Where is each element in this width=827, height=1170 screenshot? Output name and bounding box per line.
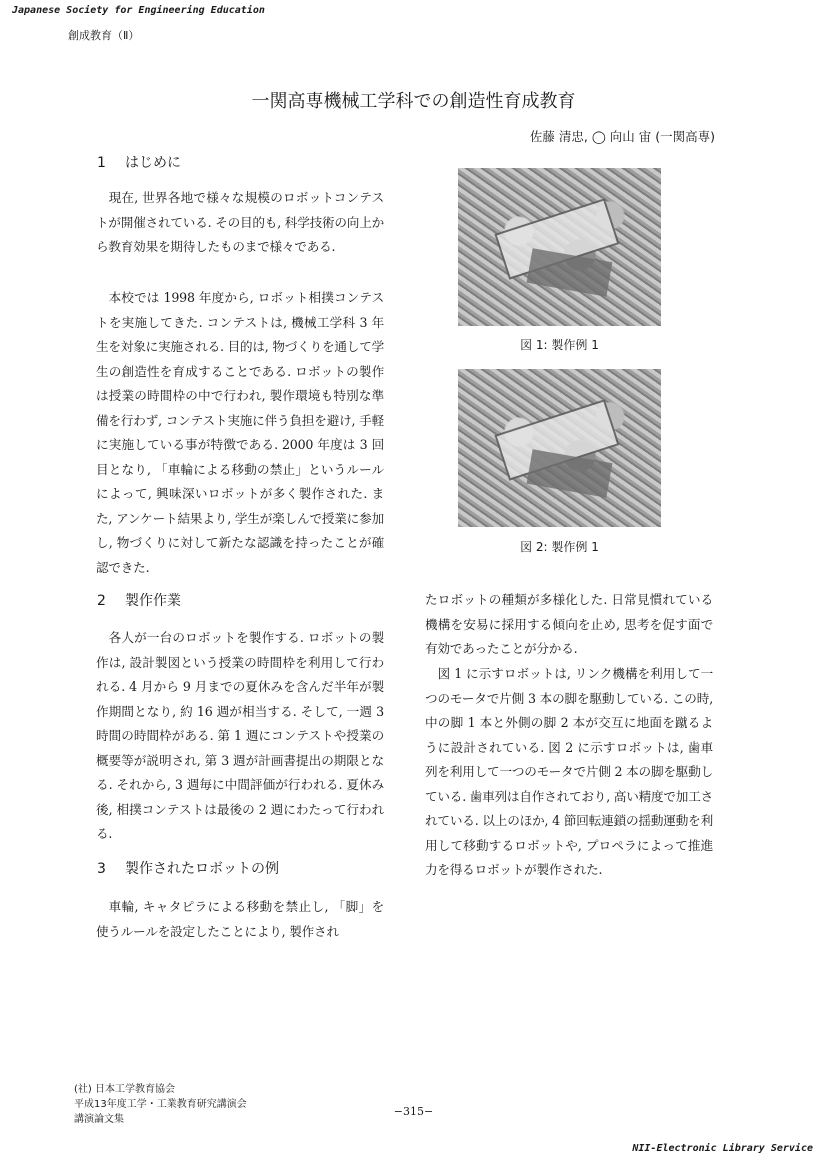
page-number: −315− <box>393 1105 434 1118</box>
section-number: 1 <box>97 155 106 171</box>
running-head: 創成教育（Ⅱ） <box>68 29 140 42</box>
section-2-heading <box>97 590 181 610</box>
figure-2-photo <box>458 369 661 527</box>
figure-1-photo <box>458 168 661 326</box>
robot-gear-shape <box>527 449 613 497</box>
footer-publisher: (社) 日本工学教育協会 <box>74 1084 175 1095</box>
section-3-paragraph-1: 車輪, キャタピラによる移動を禁止し, 「脚」を使うルールを設定したことにより, 製作され <box>96 899 384 939</box>
section-3-paragraph-2: 図 1 に示すロボットは, リンク機構を利用して一つのモータで片側 3 本の脚を駆動している. この時, 中の脚 1 本と外側の脚 2 本が交互に地面を蹴るように設計されている. 図 2 に示すロボットは, 歯車列を利用して一つのモータで片側 2 本の脚を駆動している. 歯車列は自作されており, 高い精度で加工されている. 以上のほか, 4 節回転連鎖の揺動運動を利用して移動するロボットや, プロペラによって推進力を得るロボットが製作された. <box>425 666 713 877</box>
paper-title: 一関高専機械工学科での創造性育成教育 <box>251 91 576 112</box>
section-title: はじめに <box>125 155 181 171</box>
section-number: 3 <box>97 861 106 877</box>
society-header: Japanese Society for Engineering Education <box>12 5 265 16</box>
section-title: 製作されたロボットの例 <box>125 861 279 877</box>
section-1-paragraph-2: 本校では 1998 年度から, ロボット相撲コンテストを実施してきた. コンテストは, 機械工学科 3 年生を対象に実施される. 目的は, 物づくりを通して学生の創造性を育成することである. ロボットの製作は授業の時間枠の中で行われ, 製作環境も特別な準備を行わず, コンテスト実施に伴う負担を避け, 手軽に実施している事が特徴である. 2000 年度は 3 回目となり, 「車輪による移動の禁止」というルールによって, 興味深いロボットが多く製作された. また, アンケート結果より, 学生が楽しんで授業に参加し, 物づくりに対して新たな認識を持ったことが確認できた. <box>96 290 384 575</box>
authors: 佐藤 清忠, ◯ 向山 宙 (一関高専) <box>529 129 715 144</box>
figure-2-caption: 図 2: 製作例 1 <box>520 540 599 554</box>
section-number: 2 <box>97 593 106 609</box>
footer-proceedings: 講演論文集 <box>74 1114 124 1125</box>
section-2-paragraph-1: 各人が一台のロボットを製作する. ロボットの製作は, 設計製図という授業の時間枠を利用して行われる. 4 月から 9 月までの夏休みを含んだ半年が製作期間となり, 約 16 週が相当する. そして, 一週 3 時間の時間枠がある. 第 1 週にコンテストや授業の概要等が説明され, 第 3 週が計画書提出の期限となる. それから, 3 週毎に中間評価が行われる. 夏休み後, 相撲コンテストは最後の 2 週にわたって行われる. <box>96 630 384 841</box>
section-3-paragraph-1-continued: たロボットの種類が多様化した. 日常見慣れている機構を安易に採用する傾向を止め, 思考を促す面で有効であったことが分かる. <box>425 592 713 656</box>
section-1-heading <box>97 152 181 172</box>
footer-conference: 平成13年度工学・工業教育研究講演会 <box>74 1099 247 1110</box>
section-3-heading <box>97 858 279 878</box>
robot-leg-shape <box>527 248 613 296</box>
section-1-paragraph-1: 現在, 世界各地で様々な規模のロボットコンテストが開催されている. その目的も, 科学技術の向上から教育効果を期待したものまで様々である. <box>96 190 384 254</box>
section-title: 製作作業 <box>125 593 181 609</box>
nii-footer: NII-Electronic Library Service <box>632 1143 813 1154</box>
figure-1-caption: 図 1: 製作例 1 <box>520 338 599 352</box>
